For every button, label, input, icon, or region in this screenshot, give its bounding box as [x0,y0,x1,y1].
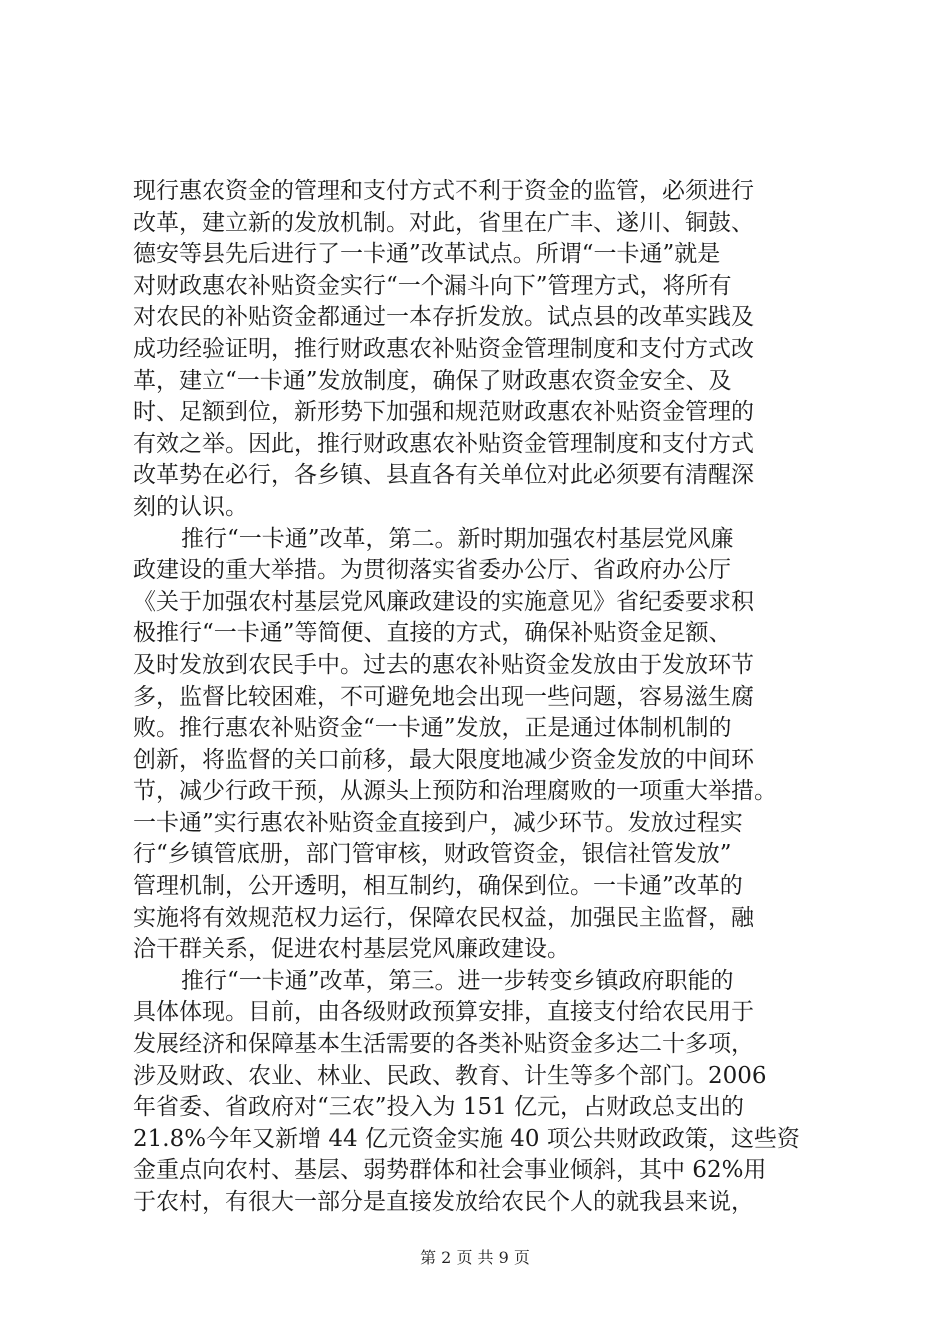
text-line: 革，建立“一卡通”发放制度，确保了财政惠农资金安全、及 [133,367,732,394]
text-line: 一卡通”实行惠农补贴资金直接到户，减少环节。发放过程实 [133,809,743,836]
text-line: 创新，将监督的关口前移，最大限度地减少资金发放的中间环 [133,746,754,773]
text-line: 成功经验证明，推行财政惠农补贴资金管理制度和支付方式改 [133,335,754,362]
text-line: 对农民的补贴资金都通过一本存折发放。试点县的改革实践及 [133,304,754,331]
text-line: 洽干群关系，促进农村基层党风廉政建设。 [133,936,570,963]
paragraph-start-line: 推行“一卡通”改革，第三。进一步转变乡镇政府职能的 [181,967,734,994]
text-line: 具体体现。目前，由各级财政预算安排，直接支付给农民用于 [133,999,754,1026]
text-line: 德安等县先后进行了一卡通”改革试点。所谓“一卡通”就是 [133,241,721,268]
text-line: 21.8%今年又新增 44 亿元资金实施 40 项公共财政政策，这些资 [133,1125,800,1152]
text-line: 现行惠农资金的管理和支付方式不利于资金的监管，必须进行 [133,178,754,204]
page-footer [0,1245,950,1268]
text-line: 败。推行惠农补贴资金“一卡通”发放，正是通过体制机制的 [133,715,732,742]
text-line: 于农村，有很大一部分是直接发放给农民个人的就我县来说， [133,1189,754,1215]
text-line: 涉及财政、农业、林业、民政、教育、计生等多个部门。2006 [133,1062,767,1089]
text-line: 改革势在必行，各乡镇、县直各有关单位对此必须要有清醒深 [133,462,754,489]
text-line: 节，减少行政干预，从源头上预防和治理腐败的一项重大举措。 [133,778,777,805]
text-line: 时、足额到位，新形势下加强和规范财政惠农补贴资金管理的 [133,399,754,426]
text-line: 年省委、省政府对“三农”投入为 151 亿元，占财政总支出的 [133,1094,745,1121]
page-number: 第 2 页 共 9 页 [420,1248,530,1267]
text-line: 政建设的重大举措。为贯彻落实省委办公厅、省政府办公厅 [133,557,731,584]
text-line: 《关于加强农村基层党风廉政建设的实施意见》省纪委要求积 [133,588,754,615]
text-line: 有效之举。因此，推行财政惠农补贴资金管理制度和支付方式 [133,430,754,457]
text-line: 极推行“一卡通”等简便、直接的方式，确保补贴资金足额、 [133,620,732,647]
text-line: 改革，建立新的发放机制。对此，省里在广丰、遂川、铜鼓、 [133,209,754,236]
text-line: 对财政惠农补贴资金实行“一个漏斗向下”管理方式，将所有 [133,272,732,299]
paragraph-start-line: 推行“一卡通”改革，第二。新时期加强农村基层党风廉 [181,525,734,552]
text-line: 实施将有效规范权力运行，保障农民权益，加强民主监督，融 [133,904,754,931]
body-text [133,176,833,1219]
text-line: 及时发放到农民手中。过去的惠农补贴资金发放由于发放环节 [133,651,754,678]
text-line: 金重点向农村、基层、弱势群体和社会事业倾斜，其中 62%用 [133,1157,767,1184]
text-line: 多，监督比较困难，不可避免地会出现一些问题，容易滋生腐 [133,683,754,710]
text-line: 发展经济和保障基本生活需要的各类补贴资金多达二十多项， [133,1031,754,1058]
text-line: 行“乡镇管底册，部门管审核，财政管资金，银信社管发放” [133,841,732,868]
text-line: 刻的认识。 [133,493,248,520]
text-line: 管理机制，公开透明，相互制约，确保到位。一卡通”改革的 [133,873,743,900]
